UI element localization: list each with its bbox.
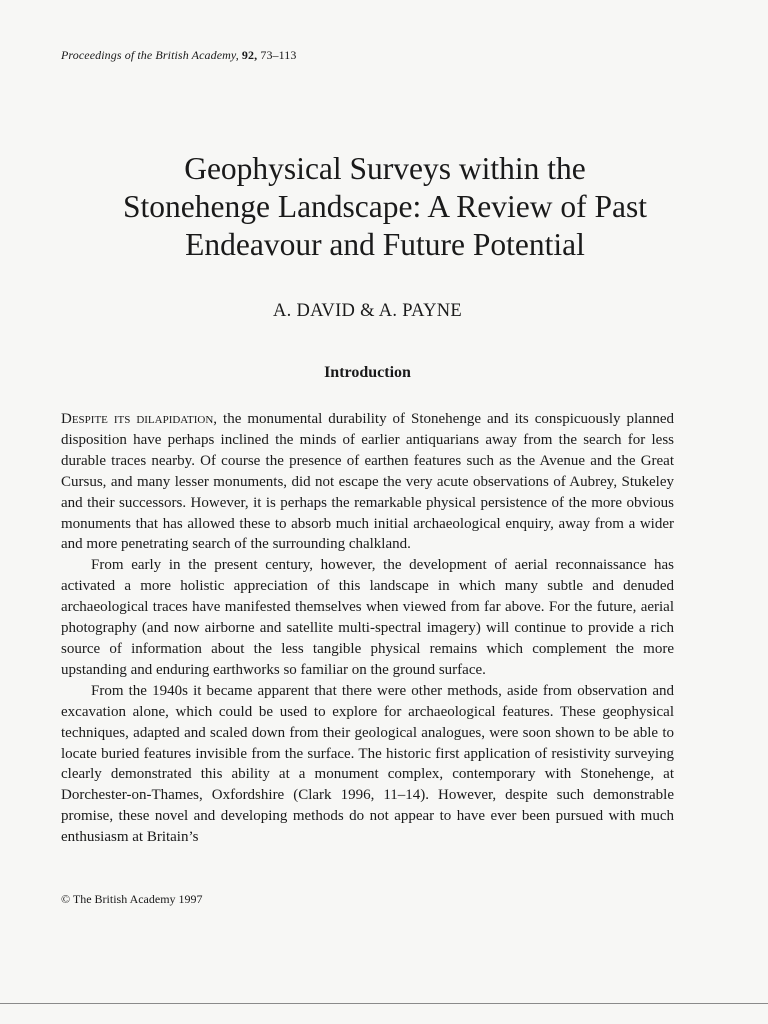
title-line-3: Endeavour and Future Potential <box>185 227 585 262</box>
running-head <box>61 48 297 63</box>
journal-name: Proceedings of the British Academy, <box>61 48 239 62</box>
authors: A. DAVID & A. PAYNE <box>272 301 463 321</box>
bottom-rule <box>0 1003 768 1004</box>
article-title <box>40 150 730 264</box>
volume-number: 92, <box>241 48 258 62</box>
body-text <box>61 409 674 848</box>
paragraph-1-text: the monumental durability of Stonehenge and its conspicuously planned disposition have perhaps inclined the minds of earlier antiquarians away from the search for less durable traces nearby. Of course the presence of earthen features such as the Avenue and the Great Cursus, and many lesser monuments, did not escape the very acute observations of Aubrey, Stukeley and their successors. However, it is perhaps the remarkable physical persistence of the more obvious monuments that has allowed these to absorb much initial archaeological enquiry, away from a wider and more penetrating search of the surrounding chalkland. <box>61 411 674 553</box>
page-range: 73–113 <box>260 48 297 62</box>
copyright-footer: © The British Academy 1997 <box>61 892 203 906</box>
section-heading-introduction: Introduction <box>324 364 411 381</box>
paragraph-2: From early in the present century, however, the development of aerial reconnaissance has activated a more holistic appreciation of this landscape in which many subtle and denuded archaeological traces have manifested themselves when viewed from far above. For the future, aerial photography (and now airborne and satellite multi-spectral imagery) will continue to provide a rich source of information about the less tangible physical remains which complement the more upstanding and enduring earthworks so familiar on the ground surface. <box>61 557 674 678</box>
opening-smallcaps: Despite its dilapidation, <box>61 411 218 427</box>
title-line-1: Geophysical Surveys within the <box>184 151 586 186</box>
paragraph-1 <box>61 409 674 555</box>
title-line-2: Stonehenge Landscape: A Review of Past <box>122 189 647 224</box>
paragraph-3: From the 1940s it became apparent that there were other methods, aside from observation and excavation alone, which could be used to explore for archaeological features. These geophysical techniques, adapted and scaled down from their geological analogues, were soon shown to be able to locate buried features invisible from the surface. The historic first application of resistivity surveying clearly demonstrated this ability at a monument complex, contemporary with Stonehenge, at Dorchester-on-Thames, Oxfordshire (Clark 1996, 11–14). However, despite such demonstrable promise, these novel and developing methods do not appear to have ever been pursued with much enthusiasm at Britain’s <box>61 682 674 846</box>
